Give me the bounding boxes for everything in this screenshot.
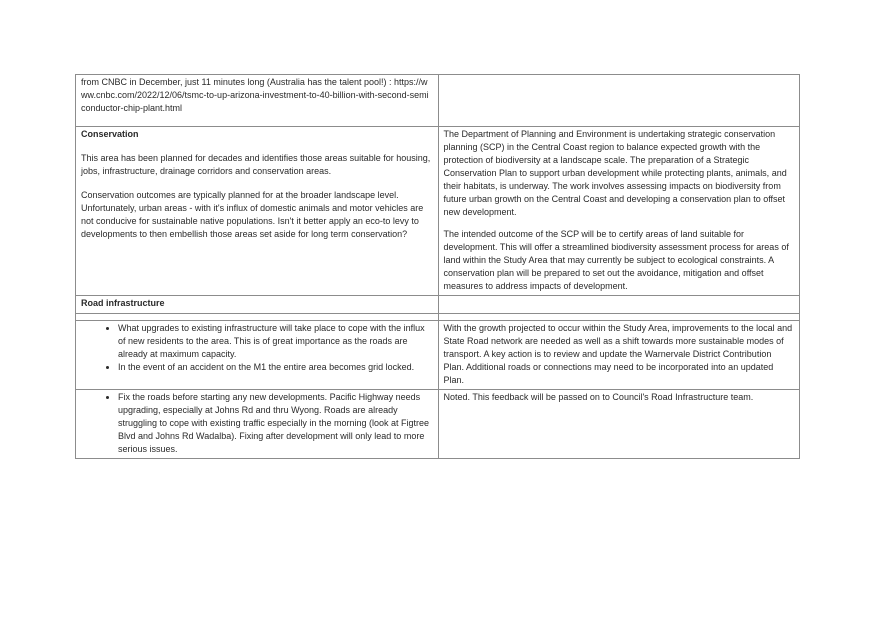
section-heading-conservation: Conservation [81,129,139,139]
table-row [76,314,800,321]
submission-cell [76,75,439,127]
response-cell [438,390,800,459]
empty-cell [438,296,800,314]
bullet-list [81,322,433,374]
cnbc-reference-text: from CNBC in December, just 11 minutes long (Australia has the talent pool!) : https://www.cnbc.com/2022/12/06/tsmc-to-up-arizona-investment-to-40-billion-with-second-semiconductor-chip-plant.html [81,77,429,113]
response-cell [438,75,800,127]
response-text: Noted. This feedback will be passed on to Council's Road Infrastructure team. [443,392,754,402]
submission-cell [76,127,439,296]
submission-paragraph: This area has been planned for decades and identifies those areas suitable for housing, jobs, infrastructure, drainage corridors and conservation areas. [81,153,431,176]
empty-cell [438,314,800,321]
response-paragraph: The Department of Planning and Environment is undertaking strategic conservation planning (SCP) in the Central Coast region to balance expected growth with the protection of biodiversity at a landscape scale. The preparation of a Strategic Conservation Plan to support urban development while protecting plants, animals, and their habitats, is underway. The work involves assessing impacts on biodiversity from future urban growth on the Central Coast and developing a conservation plan to offset new development. [443,129,787,217]
section-heading-cell [76,296,439,314]
response-cell [438,321,800,390]
response-text: With the growth projected to occur within the Study Area, improvements to the local and State Road network are needed as well as a shift towards more sustainable modes of transport. A key action is to review and update the Warnervale District Contribution Plan. Additional roads or connections may need to be incorporated into an updated Plan. [443,323,793,385]
submission-cell [76,321,439,390]
submission-cell [76,390,439,459]
list-item: • Fix the roads before starting any new developments. Pacific Highway needs upgrading, especially at Johns Rd and thru Wyong. Roads are already struggling to cope with existing traffic especially in the morning (look at Figtree Blvd and Johns Rd Wadalba). Fixing after development will only lead to more serious issues. [118,391,433,456]
list-item: • In the event of an accident on the M1 the entire area becomes grid locked. [118,361,433,374]
bullet-list [81,391,433,456]
feedback-table [75,74,800,459]
table-row [76,321,800,390]
table-row [76,127,800,296]
table-row [76,390,800,459]
table-row [76,296,800,314]
table-row [76,75,800,127]
list-item: • What upgrades to existing infrastructure will take place to cope with the influx of new residents to the area. This is of great importance as the roads are already at maximum capacity. [118,322,433,361]
response-cell [438,127,800,296]
submission-paragraph: Conservation outcomes are typically planned for at the broader landscape level. Unfortunately, urban areas - with it's influx of domestic animals and motor vehicles are not conducive for sustainable native populations. Isn't it better apply an eco-to levy to developments to then embellish those areas set aside for long term conservation? [81,190,424,239]
response-paragraph: The intended outcome of the SCP will be to certify areas of land suitable for development. This will offer a streamlined biodiversity assessment process for areas of land within the Study Area that may currently be subject to ecological constraints. A conservation plan will be prepared to set out the avoidance, mitigation and offset measures to address impacts of development. [443,229,789,291]
empty-cell [76,314,439,321]
section-heading-road-infrastructure: Road infrastructure [81,298,165,308]
